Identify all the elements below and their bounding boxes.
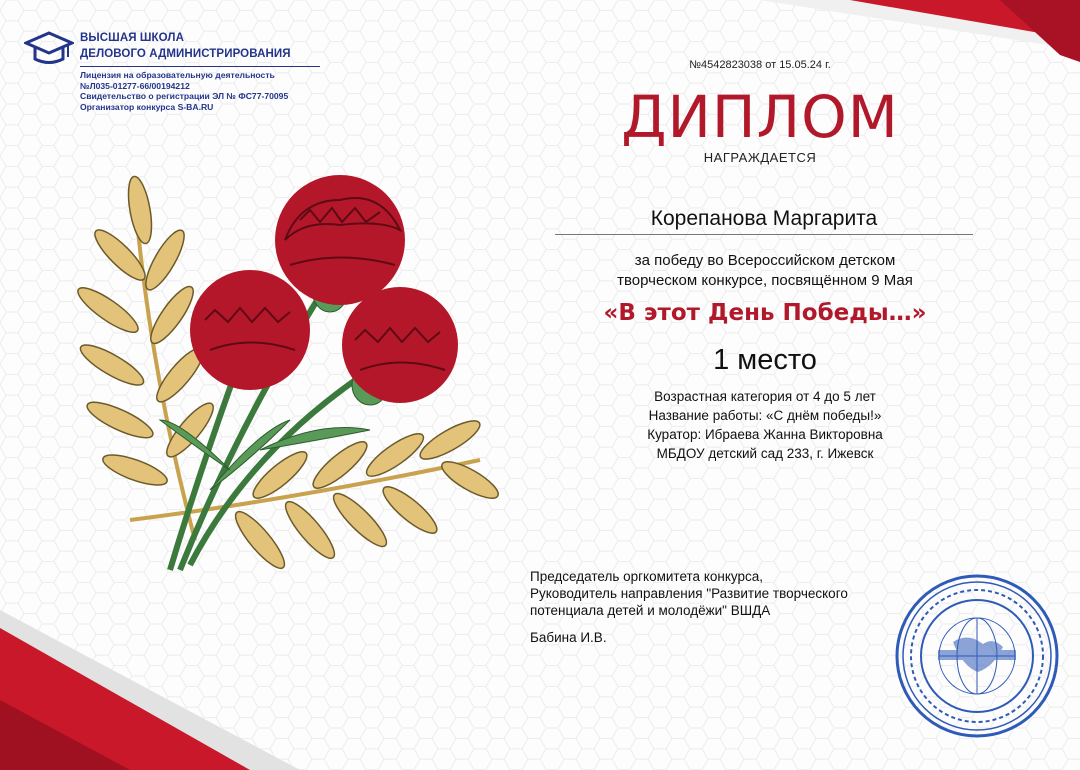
contest-title: «В этот День Победы…» bbox=[603, 300, 927, 326]
organization-name bbox=[80, 30, 291, 62]
organization-name-line2: ДЕЛОВОГО АДМИНИСТРИРОВАНИЯ bbox=[80, 48, 291, 60]
recipient-name: Корепанова Маргарита bbox=[650, 207, 878, 230]
license-line: Свидетельство о регистрации ЭЛ № ФС77-70095 bbox=[80, 91, 289, 101]
signer-name: Бабина И.В. bbox=[530, 630, 607, 645]
carnation-flower bbox=[342, 287, 458, 403]
graduation-cap-icon bbox=[24, 28, 74, 68]
chair-title-line: Председатель оргкомитета конкурса, bbox=[530, 569, 764, 584]
award-reason bbox=[560, 251, 970, 291]
detail-line: Название работы: «С днём победы!» bbox=[648, 408, 882, 423]
chair-title-line: потенциала детей и молодёжи" ВШДА bbox=[530, 603, 771, 618]
participant-details bbox=[600, 387, 930, 463]
detail-line: Куратор: Ибраева Жанна Викторовна bbox=[647, 427, 883, 442]
license-line: №Л035-01277-66/00194212 bbox=[80, 80, 190, 91]
diploma-title: ДИПЛОМ bbox=[621, 83, 899, 151]
carnations-laurel-illustration bbox=[40, 170, 530, 590]
carnation-flower bbox=[275, 175, 405, 305]
detail-line: МБДОУ детский сад 233, г. Ижевск bbox=[656, 446, 874, 461]
award-reason-line: творческом конкурсе, посвящённом 9 Мая bbox=[617, 272, 913, 289]
award-reason-line: за победу во Всероссийском детском bbox=[634, 252, 896, 269]
license-info bbox=[80, 70, 288, 112]
organization-name-line1: ВЫСШАЯ ШКОЛА bbox=[80, 32, 184, 44]
recipient-underline bbox=[555, 234, 973, 235]
license-line: Организатор конкурса S-BA.RU bbox=[80, 101, 214, 112]
chair-title-line: Руководитель направления "Развитие творческого bbox=[530, 586, 848, 601]
diploma-number: №4542823038 от 15.05.24 г. bbox=[689, 59, 831, 71]
chair-title bbox=[530, 568, 910, 619]
detail-line: Возрастная категория от 4 до 5 лет bbox=[654, 389, 876, 404]
place-awarded: 1 место bbox=[713, 344, 817, 376]
license-line: Лицензия на образовательную деятельность bbox=[80, 70, 275, 80]
carnation-flower bbox=[190, 270, 310, 390]
official-stamp bbox=[893, 572, 1061, 740]
logo-divider bbox=[80, 66, 320, 67]
awarded-label: НАГРАЖДАЕТСЯ bbox=[703, 150, 817, 165]
